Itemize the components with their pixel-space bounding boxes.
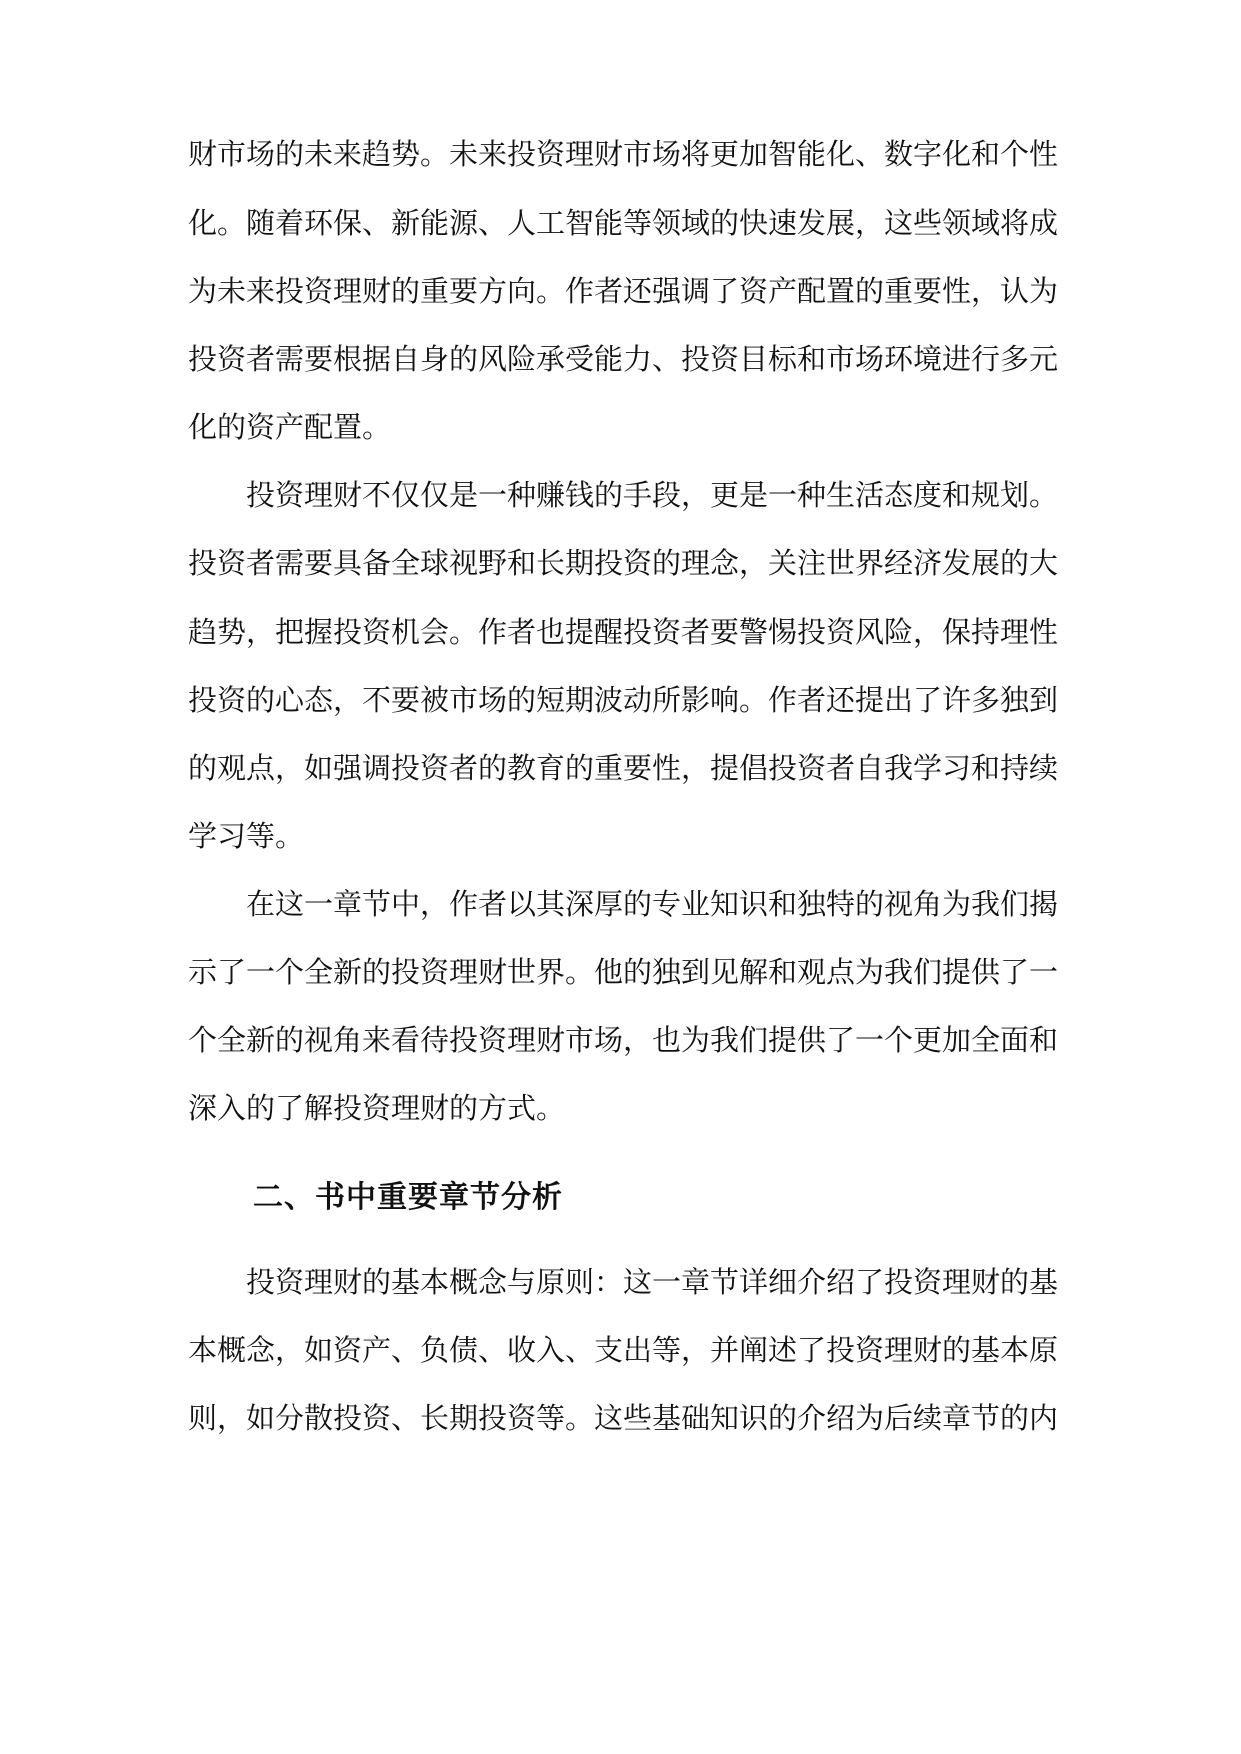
paragraph-1-line-2: 化。随着环保、新能源、人工智能等领域的快速发展，这些领域将成 <box>188 206 1059 240</box>
paragraph-3-line-3: 个全新的视角来看待投资理财市场，也为我们提供了一个更加全面和 <box>188 1023 1059 1057</box>
paragraph-2-line-4: 投资的心态，不要被市场的短期波动所影响。作者还提出了许多独到 <box>188 683 1059 717</box>
paragraph-2-line-1: 投资理财不仅仅是一种赚钱的手段，更是一种生活态度和规划。 <box>246 478 1059 512</box>
section-heading: 二、书中重要章节分析 <box>253 1180 563 1215</box>
section-paragraph-line-3: 则，如分散投资、长期投资等。这些基础知识的介绍为后续章节的内 <box>188 1401 1059 1435</box>
section-paragraph-line-2: 本概念，如资产、负债、收入、支出等，并阐述了投资理财的基本原 <box>188 1333 1059 1367</box>
paragraph-3-line-4: 深入的了解投资理财的方式。 <box>188 1091 566 1125</box>
paragraph-1-line-5: 化的资产配置。 <box>188 410 392 444</box>
paragraph-2-line-3: 趋势，把握投资机会。作者也提醒投资者要警惕投资风险，保持理性 <box>188 615 1059 649</box>
paragraph-1-line-1: 财市场的未来趋势。未来投资理财市场将更加智能化、数字化和个性 <box>188 137 1059 171</box>
paragraph-3-line-2: 示了一个全新的投资理财世界。他的独到见解和观点为我们提供了一 <box>188 955 1059 989</box>
paragraph-1-line-3: 为未来投资理财的重要方向。作者还强调了资产配置的重要性，认为 <box>188 274 1059 308</box>
paragraph-2-line-6: 学习等。 <box>188 819 305 853</box>
paragraph-2-line-5: 的观点，如强调投资者的教育的重要性，提倡投资者自我学习和持续 <box>188 751 1059 785</box>
section-paragraph-line-1: 投资理财的基本概念与原则：这一章节详细介绍了投资理财的基 <box>246 1265 1059 1299</box>
paragraph-3-line-1: 在这一章节中，作者以其深厚的专业知识和独特的视角为我们揭 <box>246 887 1059 921</box>
paragraph-1-line-4: 投资者需要根据自身的风险承受能力、投资目标和市场环境进行多元 <box>188 342 1059 376</box>
paragraph-2-line-2: 投资者需要具备全球视野和长期投资的理念，关注世界经济发展的大 <box>188 546 1059 580</box>
